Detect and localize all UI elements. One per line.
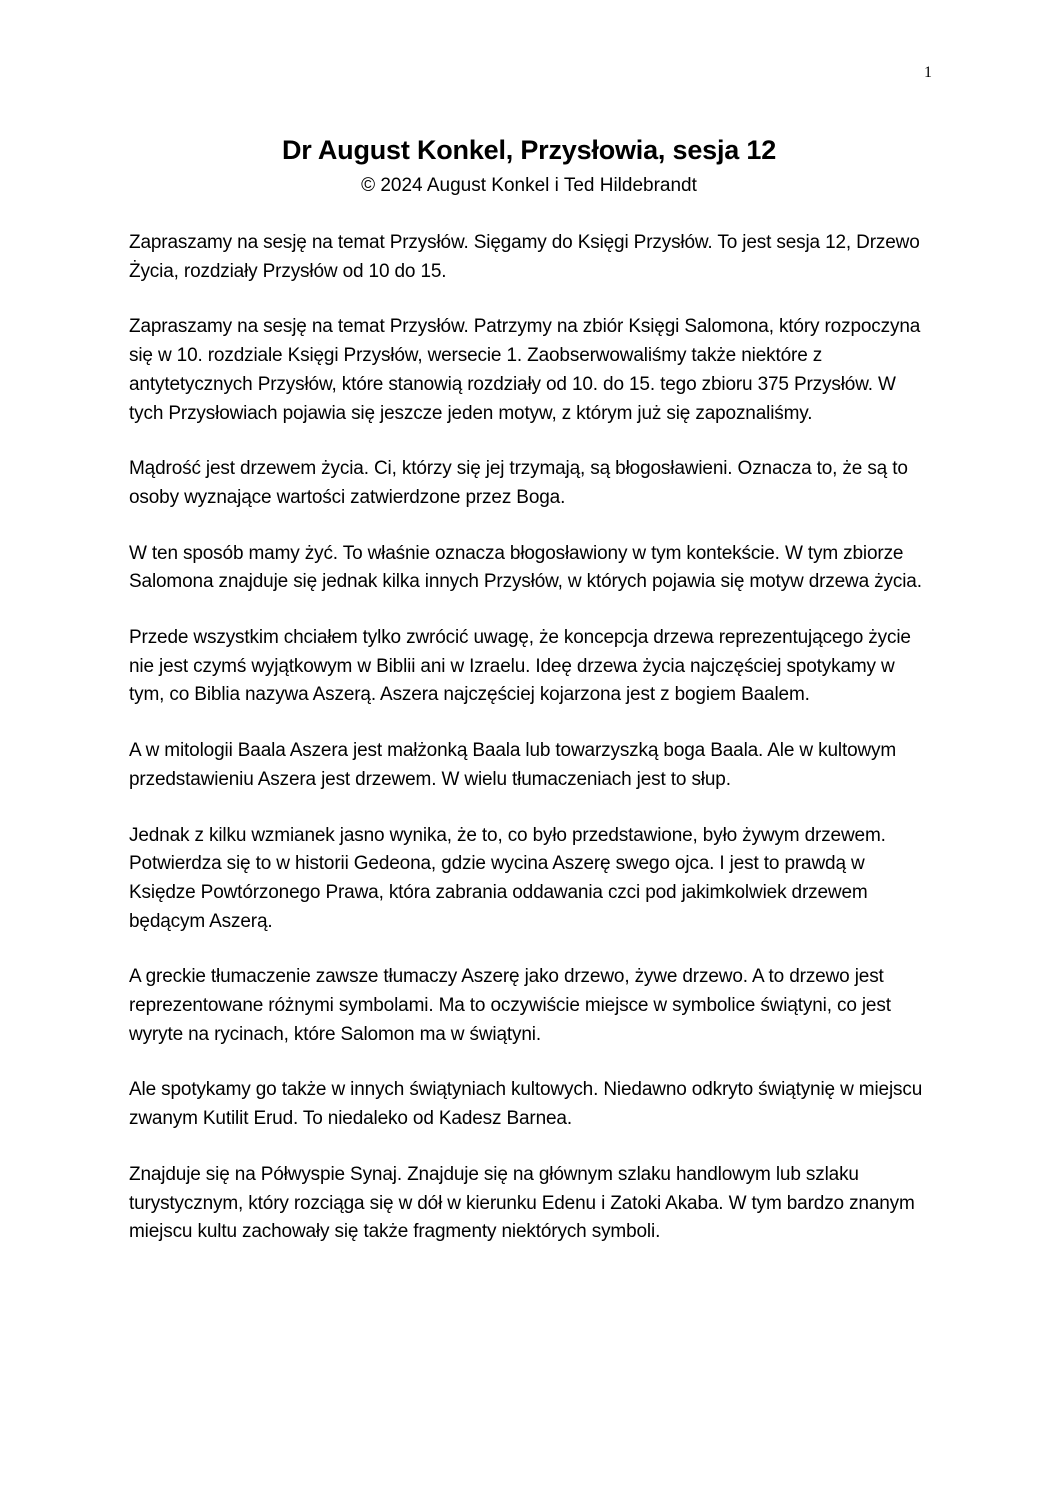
paragraph: Zapraszamy na sesję na temat Przysłów. Patrzymy na zbiór Księgi Salomona, który rozpoczyna się w 10. rozdziale Księgi Przysłów, wersecie 1. Zaobserwowaliśmy także niektóre z antytetycznych Przysłów, które stanowią rozdziały od 10. do 15. tego zbioru 375 Przysłów. W tych Przysłowiach pojawia się jeszcze jeden motyw, z którym już się zapoznaliśmy.: [129, 316, 921, 424]
paragraph: Znajduje się na Półwyspie Synaj. Znajduje się na głównym szlaku handlowym lub szlaku turystycznym, który rozciąga się w dół w kierunku Edenu i Zatoki Akaba. W tym bardzo znanym miejscu kultu zachowały się także fragmenty niektórych symboli.: [129, 1163, 915, 1243]
document-body: [129, 229, 931, 1274]
page-number: 1: [924, 64, 932, 81]
paragraph: W ten sposób mamy żyć. To właśnie oznacza błogosławiony w tym kontekście. W tym zbiorze Salomona znajduje się jednak kilka innych Przysłów, w których pojawia się motyw drzewa życia.: [129, 542, 922, 593]
paragraph: Ale spotykamy go także w innych świątyniach kultowych. Niedawno odkryto świątynię w miejscu zwanym Kutilit Erud. To niedaleko od Kadesz Barnea.: [129, 1079, 923, 1130]
paragraph: Mądrość jest drzewem życia. Ci, którzy się jej trzymają, są błogosławieni. Oznacza to, że są to osoby wyznające wartości zatwierdzone przez Boga.: [129, 458, 908, 508]
paragraph: Zapraszamy na sesję na temat Przysłów. Sięgamy do Księgi Przysłów. To jest sesja 12, Drzewo Życia, rozdziały Przysłów od 10 do 15.: [129, 232, 920, 282]
paragraph: A w mitologii Baala Aszera jest małżonką Baala lub towarzyszką boga Baala. Ale w kultowym przedstawieniu Aszera jest drzewem. W wielu tłumaczeniach jest to słup.: [129, 740, 897, 790]
copyright-line: © 2024 August Konkel i Ted Hildebrandt: [361, 175, 697, 196]
paragraph: Przede wszystkim chciałem tylko zwrócić uwagę, że koncepcja drzewa reprezentującego życie nie jest czymś wyjątkowym w Biblii ani w Izraelu. Ideę drzewa życia najczęściej spotykamy w tym, co Biblia nazywa Aszerą. Aszera najczęściej kojarzona jest z bogiem Baalem.: [129, 627, 911, 706]
paragraph: A greckie tłumaczenie zawsze tłumaczy Aszerę jako drzewo, żywe drzewo. A to drzewo jest reprezentowane różnymi symbolami. Ma to oczywiście miejsce w symbolice świątyni, co jest wyryte na rycinach, które Salomon ma w świątyni.: [129, 966, 891, 1045]
document-title: Dr August Konkel, Przysłowia, sesja 12: [281, 135, 777, 165]
paragraph: Jednak z kilku wzmianek jasno wynika, że to, co było przedstawione, było żywym drzewem. Potwierdza się to w historii Gedeona, gdzie wycina Aszerę swego ojca. I jest to prawdą w Księdze Powtórzonego Prawa, która zabrania oddawania czci pod jakimkolwiek drzewem będącym Aszerą.: [129, 824, 886, 932]
